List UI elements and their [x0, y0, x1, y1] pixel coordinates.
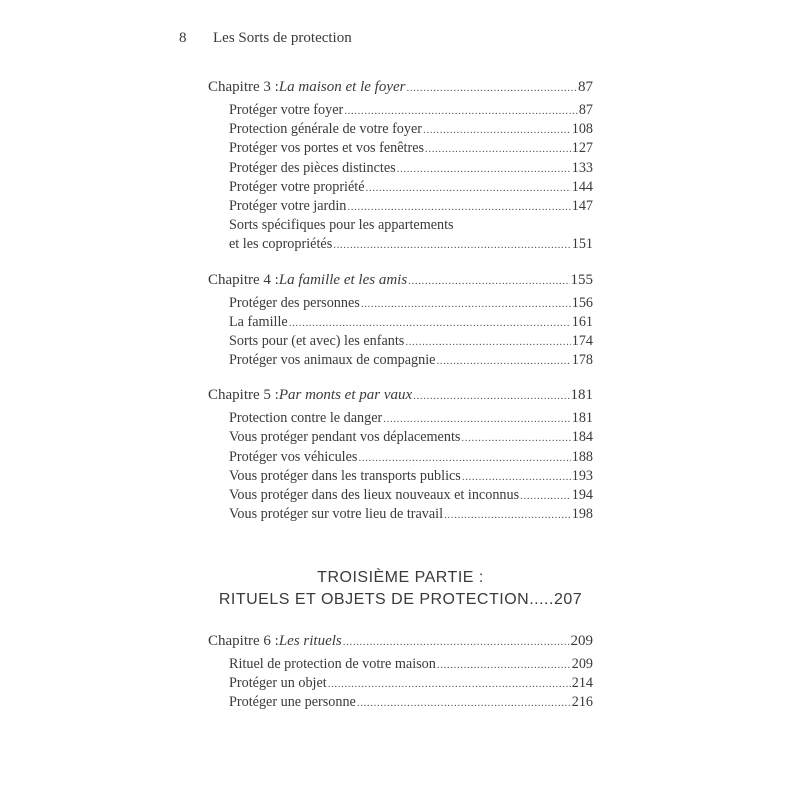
leader-dots	[405, 333, 570, 352]
entry-title: La famille	[229, 313, 288, 330]
entry-page: 151	[571, 236, 593, 253]
leader-dots	[461, 429, 570, 448]
entry-title: Vous protéger dans les transports publics	[229, 467, 461, 484]
entry-title: Vous protéger dans des lieux nouveaux et inconnus	[229, 487, 520, 503]
leader-dots	[462, 468, 571, 487]
chapter-heading	[208, 630, 593, 652]
entry-page: 144	[571, 178, 593, 195]
leader-dots	[343, 631, 570, 653]
part-line1: TROISIÈME PARTIE :	[317, 569, 484, 586]
entry-page: 209	[571, 656, 593, 672]
leader-dots	[408, 270, 569, 292]
entry-title: Protéger une personne	[229, 694, 356, 711]
toc-entry	[208, 332, 593, 351]
leader-dots	[520, 487, 571, 506]
chapter-page: 181	[570, 387, 593, 404]
leader-dots	[413, 385, 569, 407]
chapter-page: 155	[570, 271, 593, 288]
entry-title: Protéger un objet	[229, 675, 327, 692]
toc-entry	[208, 294, 593, 313]
part-dots: .....	[529, 591, 554, 608]
toc-entry	[208, 235, 593, 254]
entry-title: Vous protéger sur votre lieu de travail	[229, 506, 444, 523]
chapter-title: La famille et les amis	[278, 271, 408, 288]
toc-entry	[208, 409, 593, 428]
toc-entry	[208, 101, 593, 120]
table-of-contents	[208, 76, 593, 538]
leader-dots	[397, 160, 571, 179]
entry-page: 194	[571, 487, 593, 503]
chapter-title: La maison et le foyer	[278, 79, 406, 95]
leader-dots	[444, 506, 571, 525]
chapter-page: 209	[570, 633, 593, 649]
part-page: 207	[553, 591, 583, 608]
entry-title: Vous protéger pendant vos déplacements	[229, 429, 461, 446]
chapter-heading	[208, 384, 593, 406]
part-heading	[208, 567, 593, 611]
entry-page: 127	[571, 140, 593, 157]
toc-entry	[208, 139, 593, 158]
toc-entry	[208, 178, 593, 197]
toc-entry	[208, 197, 593, 216]
entry-page: 214	[571, 675, 593, 692]
leader-dots	[358, 449, 570, 468]
leader-dots	[366, 179, 571, 198]
chapter-6	[208, 630, 593, 713]
entry-page: 147	[571, 197, 593, 214]
entry-title: Protéger votre propriété	[229, 178, 365, 195]
leader-dots	[357, 694, 571, 713]
leader-dots	[423, 121, 571, 140]
leader-dots	[344, 102, 578, 121]
entry-page: 161	[571, 313, 593, 330]
toc-entry	[208, 486, 593, 505]
entry-title-line1: Sorts spécifiques pour les appartements	[229, 217, 454, 234]
chapter-label: Chapitre 3 :	[208, 79, 279, 95]
entry-page: 193	[571, 467, 593, 484]
entry-title: Protéger des personnes	[229, 294, 360, 311]
running-head	[179, 30, 352, 47]
page-number: 8	[179, 30, 187, 46]
entry-title: Protéger vos portes et vos fenêtres	[229, 140, 425, 157]
entry-title: Protéger votre foyer	[229, 102, 344, 118]
leader-dots	[406, 77, 577, 99]
leader-dots	[383, 410, 570, 429]
leader-dots	[425, 140, 571, 159]
chapter-heading	[208, 76, 593, 98]
entry-page: 216	[571, 694, 593, 711]
entry-page: 133	[571, 159, 593, 176]
toc-entry	[208, 313, 593, 332]
entry-title: Protéger des pièces distinctes	[229, 159, 396, 176]
entry-title-line2: et les copropriétés	[229, 236, 333, 253]
toc-entry	[208, 448, 593, 467]
entry-page: 178	[571, 352, 593, 369]
leader-dots	[437, 656, 571, 675]
chapter-3	[208, 76, 593, 255]
entry-page: 181	[571, 410, 593, 427]
leader-dots	[328, 675, 571, 694]
chapter-heading	[208, 269, 593, 291]
entry-page: 156	[571, 294, 593, 311]
chapter-label: Chapitre 5 :	[208, 387, 279, 404]
entry-page: 108	[571, 121, 593, 138]
chapter-label: Chapitre 4 :	[208, 271, 279, 288]
entry-title: Protéger votre jardin	[229, 197, 347, 214]
entry-title: Rituel de protection de votre maison	[229, 656, 436, 672]
entry-title: Protéger vos véhicules	[229, 448, 358, 465]
entry-page: 174	[571, 332, 593, 349]
chapter-label: Chapitre 6 :	[208, 633, 279, 649]
leader-dots	[436, 352, 570, 371]
entry-title: Protection générale de votre foyer	[229, 121, 423, 138]
toc-entry	[208, 674, 593, 693]
toc-entry	[208, 655, 593, 674]
part-line2: RITUELS ET OBJETS DE PROTECTION	[218, 591, 530, 608]
toc-entry	[208, 467, 593, 486]
entry-page: 188	[571, 448, 593, 465]
chapter-title: Par monts et par vaux	[278, 387, 413, 404]
toc-entry	[208, 351, 593, 370]
chapter-5	[208, 384, 593, 524]
chapter-title: Les rituels	[278, 633, 342, 649]
toc-entry	[208, 428, 593, 447]
leader-dots	[333, 236, 571, 255]
toc-entry	[208, 120, 593, 139]
leader-dots	[347, 198, 570, 217]
toc-entry	[208, 505, 593, 524]
running-title: Les Sorts de protection	[213, 30, 352, 46]
chapter-page: 87	[578, 79, 593, 95]
table-of-contents-part3	[208, 630, 593, 727]
entry-title: Protection contre le danger	[229, 410, 383, 427]
entry-page: 198	[571, 506, 593, 523]
leader-dots	[361, 295, 571, 314]
toc-entry	[208, 159, 593, 178]
entry-title: Protéger vos animaux de compagnie	[229, 352, 436, 369]
toc-entry	[208, 693, 593, 712]
entry-page: 184	[571, 429, 593, 446]
leader-dots	[289, 314, 571, 333]
chapter-4	[208, 269, 593, 371]
entry-title: Sorts pour (et avec) les enfants	[229, 332, 405, 349]
entry-page: 87	[578, 102, 593, 118]
